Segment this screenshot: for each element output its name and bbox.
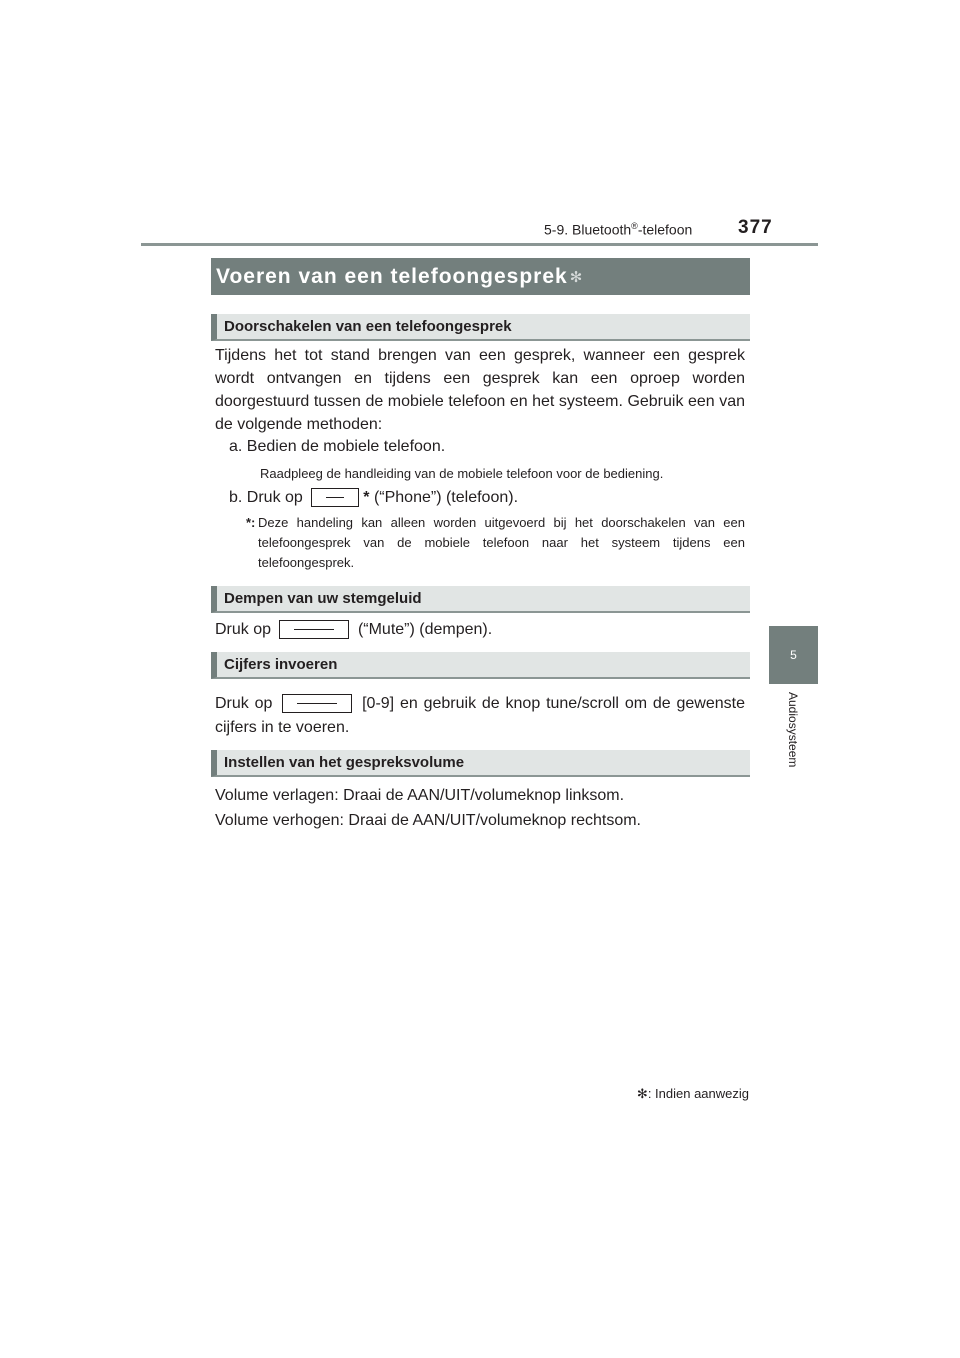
section-title-suffix: -telefoon (637, 221, 693, 238)
mute-text-prefix: Druk op (215, 621, 272, 638)
subheading-transfer: Doorschakelen van een telefoongesprek (211, 314, 750, 341)
volume-down-text: Volume verlagen: Draai de AAN/UIT/volumeknop linksom. (215, 787, 625, 804)
subheading-mute: Dempen van uw stemgeluid (211, 586, 750, 613)
footnote-marker: *: (246, 515, 256, 530)
page-number: 377 (738, 217, 773, 238)
list-item-b-suffix: (“Phone”) (telefoon). (373, 489, 519, 506)
optional-star-icon: ✻ (569, 268, 583, 286)
transfer-intro: Tijdens het tot stand brengen van een gesprek, wanneer een gesprek wordt ontvangen en tijdens een gesprek kan een oproep worden doorgestuurd tussen de mobiele telefoon en het systeem. Gebruik een van de volgende methoden: (215, 347, 745, 433)
list-item-a: a. Bedien de mobiele telefoon. (229, 438, 446, 455)
section-title-text: 5-9. Bluetooth (544, 221, 632, 238)
list-item-a-note: Raadpleeg de handleiding van de mobiele telefoon voor de bediening. (260, 466, 664, 481)
footnote (246, 513, 745, 573)
header-divider (141, 243, 818, 246)
chapter-label: Audiosysteem (786, 692, 800, 768)
volume-up-text: Volume verhogen: Draai de AAN/UIT/volumeknop rechtsom. (215, 812, 641, 829)
chapter-number: 5 (790, 648, 797, 662)
keypad-button-icon (282, 694, 352, 713)
list-item-b (229, 487, 518, 509)
chapter-tab (769, 626, 818, 684)
list-item-b-prefix: b. Druk op (229, 489, 303, 506)
footnote-text: Deze handeling kan alleen worden uitgevoerd bij het doorschakelen van een telefoongesprek van de mobiele telefoon naar het systeem tijdens een telefoongesprek. (258, 515, 745, 570)
note-star-icon: ✻ (636, 1086, 648, 1101)
subheading-digits: Cijfers invoeren (211, 652, 750, 679)
digits-text (215, 692, 745, 740)
digits-text-prefix: Druk op (215, 695, 273, 712)
subheading-volume: Instellen van het gespreksvolume (211, 750, 750, 777)
phone-button-icon (311, 488, 359, 507)
main-heading-title: Voeren van een telefoongesprek (216, 264, 568, 288)
registered-mark: ® (631, 221, 638, 231)
mute-text (215, 618, 745, 641)
mute-text-suffix: (“Mute”) (dempen). (357, 621, 493, 638)
list-item-b-star: * (363, 489, 370, 506)
digits-text-suffix: [0-9] en gebruik de knop tune/scroll om de gewenste cijfers in te voeren. (215, 695, 746, 736)
section-title (544, 221, 692, 238)
optional-equipment-note (637, 1086, 749, 1102)
note-text: : Indien aanwezig (647, 1086, 749, 1101)
mute-button-icon (279, 620, 349, 639)
main-heading (211, 258, 750, 295)
